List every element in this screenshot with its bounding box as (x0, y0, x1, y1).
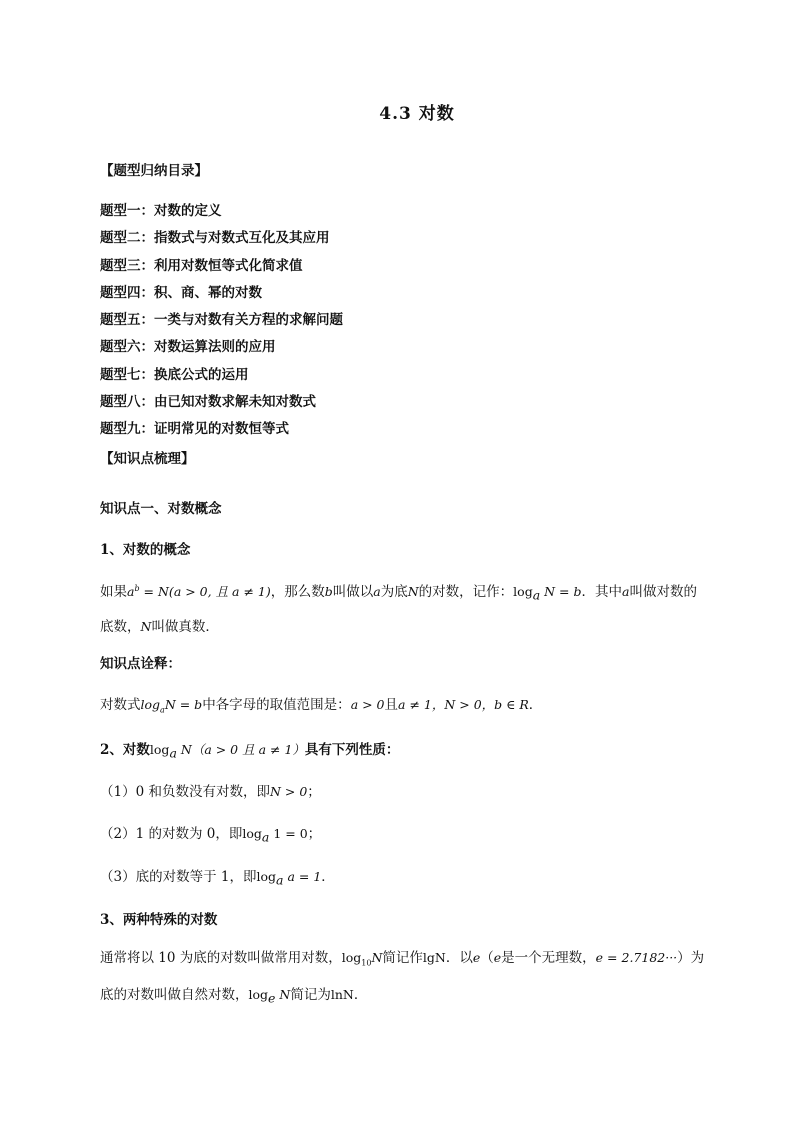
toc-item: 题型一：对数的定义 (100, 203, 222, 219)
sec1-heading: 1、对数的概念 (100, 542, 191, 558)
sec3-paragraph: 通常将以 10 为底的对数叫做常用对数，$\log_{10}N$简记作lgN．以e（e是一个无理数，e = 2.7182···）为 底的对数叫做自然对数，$\log_e N$简记为lnN． (100, 950, 705, 1005)
toc-item: 题型四：积、商、幂的对数 (100, 284, 262, 301)
toc-item: 题型二：指数式与对数式互化及其应用 (100, 230, 330, 247)
knowledge-heading: 【知识点梳理】 (100, 451, 195, 467)
toc-item: 题型六：对数运算法则的应用 (100, 339, 276, 356)
sec2-heading: 2、对数$\log_a N(a > 0$ 且 a ≠ 1）具有下列性质： (100, 742, 400, 761)
page-title: 4.3 对数 (379, 104, 455, 124)
toc-item: 题型八：由已知对数求解未知对数式 (100, 394, 316, 411)
sec3-heading: 3、两种特殊的对数 (100, 912, 218, 928)
toc-item: 题型五：一类与对数有关方程的求解问题 (100, 312, 343, 329)
math-expr: $\log_aN = b$ (140, 697, 203, 715)
toc-list (100, 201, 343, 447)
toc-item: 题型七：换底公式的运用 (100, 366, 249, 383)
math-expr: $a^b = N(a > 0$, 且 a ≠ 1) (127, 584, 271, 600)
note-paragraph: 对数式$\log_aN = b$中各字母的取值范围是：a > 0且a ≠ 1，N > 0，b ∈ R． (100, 697, 543, 715)
property-2: （2）1 的对数为 0，即$\log_a 1 = 0$； (100, 826, 322, 845)
kp1-heading: 知识点一、对数概念 (100, 501, 222, 517)
property-1: （1）0 和负数没有对数，即N > 0； (100, 784, 321, 800)
toc-heading: 【题型归纳目录】 (100, 163, 208, 179)
toc-item: 题型三：利用对数恒等式化简求值 (100, 257, 303, 274)
property-3: （3）底的对数等于 1，即$\log_a a = 1$． (100, 869, 335, 888)
math-expr: $\log_a N = b$ (513, 584, 582, 603)
note-heading: 知识点诠释： (100, 656, 181, 672)
toc-item: 题型九：证明常见的对数恒等式 (100, 421, 289, 438)
sec1-paragraph: 如果$a^b = N(a > 0$, 且 a ≠ 1)，那么数b叫做以a为底N的对数，记作：$\log_a N = b$．其中a叫做对数的 底数，N叫做真数． (100, 584, 697, 635)
